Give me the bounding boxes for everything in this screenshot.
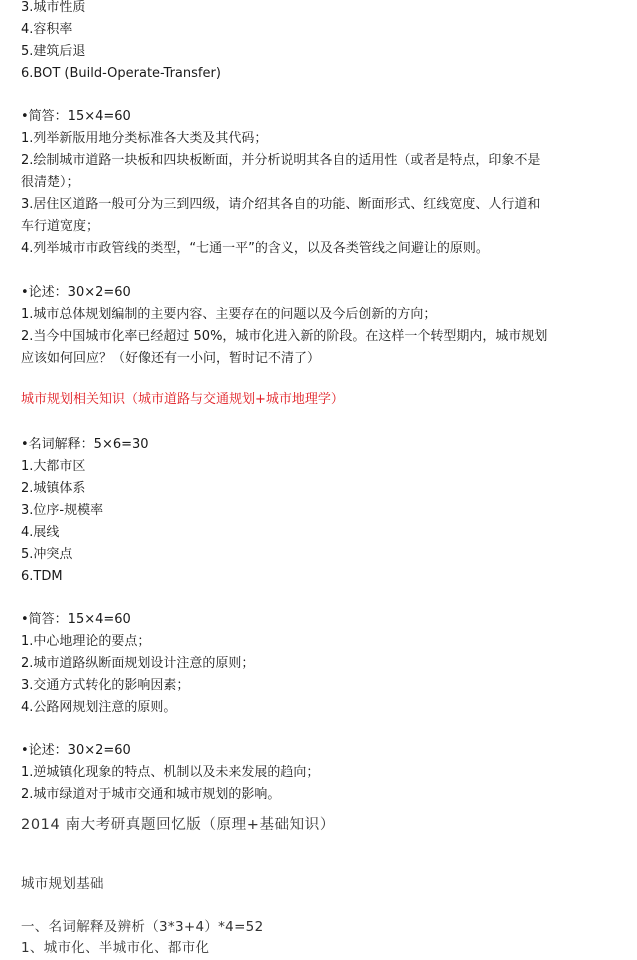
list-item: 3.位序-规模率 [21, 503, 104, 518]
list-item: 1.逆城镇化现象的特点、机制以及未来发展的趋向； [21, 765, 320, 780]
list-item: 6.BOT (Build-Operate-Transfer) [21, 66, 221, 81]
list-item: 3.交通方式转化的影响因素； [21, 678, 190, 693]
list-item: 6.TDM [21, 569, 63, 584]
section-heading: 一、名词解释及辨析（3*3+4）*4=52 [21, 919, 264, 935]
section-heading: •论述：30×2=60 [21, 285, 131, 300]
section-heading: •名词解释：5×6=30 [21, 437, 149, 452]
list-item: 1.中心地理论的要点； [21, 634, 151, 649]
list-item: 3.居住区道路一般可分为三到四级，请介绍其各自的功能、断面形式、红线宽度、人行道和 [21, 197, 541, 212]
list-item: 4.列举城市市政管线的类型，“七通一平”的含义，以及各类管线之间避让的原则。 [21, 241, 489, 256]
list-item-continuation: 应该如何回应？（好像还有一小问，暂时记不清了） [21, 351, 321, 366]
section-heading: •简答：15×4=60 [21, 612, 131, 627]
list-item: 2.城市绿道对于城市交通和城市规划的影响。 [21, 787, 281, 802]
list-item-continuation: 很清楚）； [21, 175, 80, 190]
section-heading: •论述：30×2=60 [21, 743, 131, 758]
list-item: 1.列举新版用地分类标准各大类及其代码； [21, 131, 268, 146]
list-item: 4.展线 [21, 525, 60, 540]
list-item: 5.冲突点 [21, 547, 73, 562]
list-item: 2.城镇体系 [21, 481, 86, 496]
list-item: 3.城市性质 [21, 0, 86, 15]
list-item: 1.大都市区 [21, 459, 86, 474]
list-item-continuation: 车行道宽度； [21, 219, 100, 234]
section-title: 城市规划相关知识（城市道路与交通规划+城市地理学） [21, 392, 344, 407]
list-item: 2.城市道路纵断面规划设计注意的原则； [21, 656, 255, 671]
page-title: 2014 南大考研真题回忆版（原理+基础知识） [21, 817, 335, 833]
list-item: 2.当今中国城市化率已经超过 50%，城市化进入新的阶段。在这样一个转型期内，城市规划 [21, 329, 548, 344]
section-heading: •简答：15×4=60 [21, 109, 131, 124]
list-item: 2.绘制城市道路一块板和四块板断面，并分析说明其各自的适用性（或者是特点，印象不是 [21, 153, 541, 168]
list-item: 4.容积率 [21, 22, 73, 37]
list-item: 1.城市总体规划编制的主要内容、主要存在的问题以及今后创新的方向； [21, 307, 437, 322]
section-subtitle: 城市规划基础 [21, 876, 104, 892]
list-item: 4.公路网规划注意的原则。 [21, 700, 177, 715]
list-item: 5.建筑后退 [21, 44, 86, 59]
list-item: 1、城市化、半城市化、都市化 [21, 940, 210, 956]
